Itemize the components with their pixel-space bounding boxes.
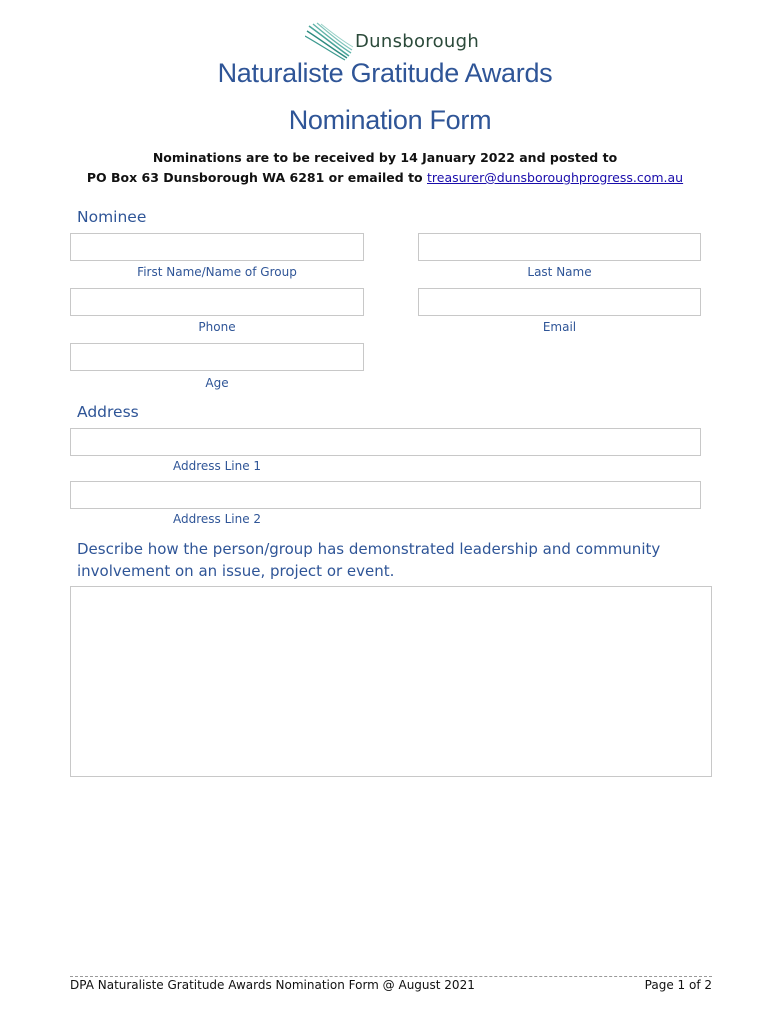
first-name-field[interactable] <box>70 233 364 261</box>
last-name-label: Last Name <box>527 265 592 279</box>
first-name-label: First Name/Name of Group <box>137 265 297 279</box>
dunsborough-logo <box>305 22 480 62</box>
phone-label: Phone <box>198 320 236 334</box>
page-title: Naturaliste Gratitude Awards <box>217 58 553 88</box>
email-field[interactable] <box>418 288 701 316</box>
last-name-field[interactable] <box>418 233 701 261</box>
age-label: Age <box>205 376 229 390</box>
notice-line-2 <box>0 170 770 185</box>
page-subtitle: Nomination Form <box>288 105 492 135</box>
reed-leaves-icon <box>305 22 355 62</box>
notice-line-1: Nominations are to be received by 14 January 2022 and posted to <box>152 150 618 165</box>
address-line-1-label: Address Line 1 <box>172 459 262 473</box>
address-line-2-field[interactable] <box>70 481 701 509</box>
page-number: Page 1 of 2 <box>644 978 712 992</box>
description-textarea[interactable] <box>70 586 712 777</box>
email-link[interactable]: treasurer@dunsboroughprogress.com.au <box>427 170 684 185</box>
notice-address: PO Box 63 Dunsborough WA 6281 or emailed to <box>86 170 427 185</box>
age-field[interactable] <box>70 343 364 371</box>
footer-text: DPA Naturaliste Gratitude Awards Nomination Form @ August 2021 <box>70 978 475 992</box>
address-line-2-label: Address Line 2 <box>172 512 262 526</box>
phone-field[interactable] <box>70 288 364 316</box>
email-label: Email <box>542 320 577 334</box>
logo-text: Dunsborough <box>355 31 480 52</box>
address-line-1-field[interactable] <box>70 428 701 456</box>
footer-divider <box>70 976 712 977</box>
description-prompt: Describe how the person/group has demonstrated leadership and community involvement on an issue, project or event. <box>77 540 661 580</box>
nominee-heading: Nominee <box>77 208 147 226</box>
address-heading: Address <box>77 403 139 421</box>
